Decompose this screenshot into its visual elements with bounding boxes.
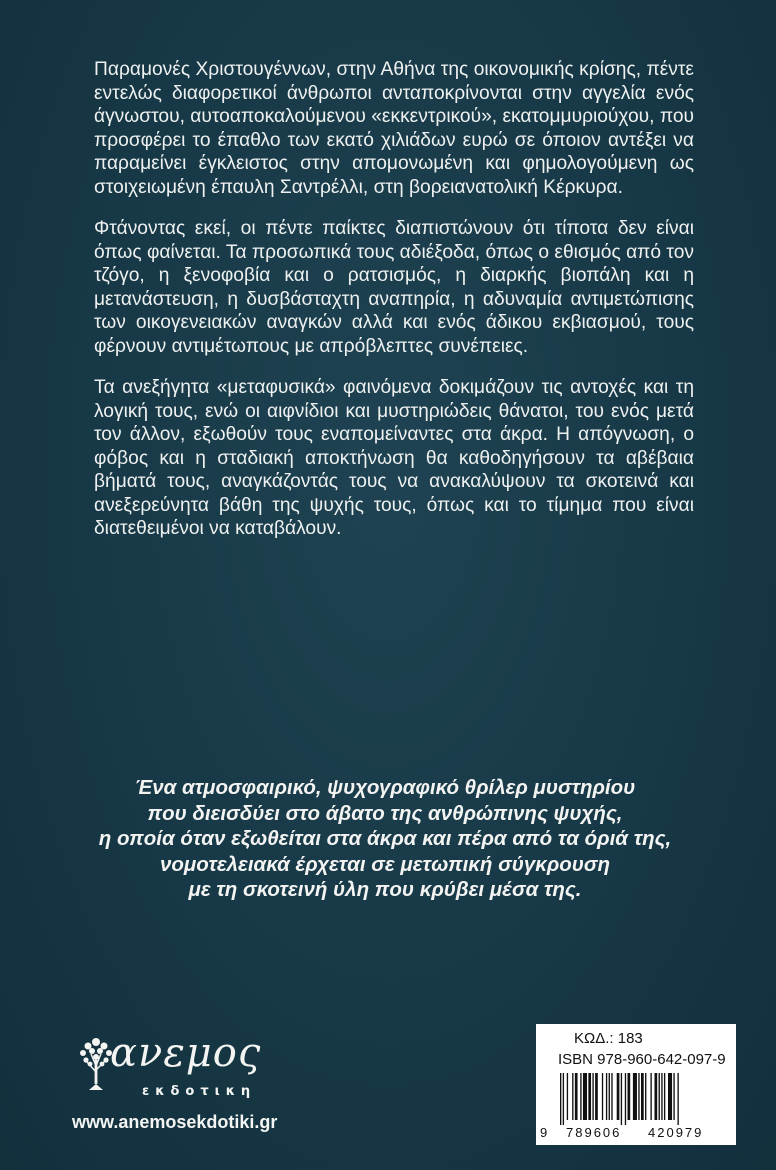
blurb-paragraph-2: Φτάνοντας εκεί, οι πέντε παίκτες διαπιστώνουν ότι τίποτα δεν είναι όπως φαίνεται. Τα προσωπικά τους αδιέξοδα, όπως ο εθισμός από τον τζόγο, η ξενοφοβία και ο ρατσισμός, η διαρκής βιοπάλη και η μετανάστευση, η δυσβάσταχτη αναπηρία, η αδυναμία αντιμετώπισης των οικογενειακών αναγκών αλλά και ενός άδικου εκβιασμού, τους φέρνουν αντιμέτωπους με απρόβλεπτες συνέπειες. xyxy=(94,218,694,357)
barcode-bar xyxy=(602,1073,603,1120)
barcode-bar xyxy=(606,1073,607,1120)
barcode-bar xyxy=(645,1073,646,1120)
isbn-number: ISBN 978-960-642-097-9 xyxy=(558,1051,726,1068)
barcode-bar xyxy=(617,1073,620,1120)
barcode-digits-right: 420979 xyxy=(648,1125,704,1140)
barcode-bar xyxy=(563,1073,564,1125)
tagline-line-2: που διεισδύει στο άβατο της ανθρώπινης ψυχής, xyxy=(147,801,623,825)
tagline-line-3: η οποία όταν εξωθείται στα άκρα και πέρα από τα όριά της, xyxy=(98,827,672,850)
barcode-bar xyxy=(633,1073,637,1120)
barcode-bar xyxy=(592,1073,593,1120)
barcode-digit-lead: 9 xyxy=(540,1125,548,1140)
tagline-line-5: με τη σκοτεινή ύλη που κρύβει μέσα της. xyxy=(188,878,582,901)
barcode-bar xyxy=(560,1073,561,1125)
barcode-digits-left: 789606 xyxy=(566,1125,622,1140)
publisher-logo xyxy=(76,1030,266,1106)
barcode-bar xyxy=(673,1073,674,1120)
barcode-bar xyxy=(641,1073,644,1120)
barcode-bar xyxy=(650,1073,651,1120)
barcode-bar xyxy=(628,1073,631,1120)
barcode-bar xyxy=(659,1073,660,1120)
barcode-bar xyxy=(609,1073,610,1120)
barcode-bar xyxy=(638,1073,639,1120)
barcode-bar xyxy=(621,1073,622,1125)
barcode-bar xyxy=(661,1073,662,1120)
barcode-bar xyxy=(595,1073,598,1120)
barcode-bar xyxy=(572,1073,573,1120)
publisher-subtitle: εκδοτικη xyxy=(142,1084,257,1099)
isbn-code-box xyxy=(536,1024,736,1145)
barcode-bar xyxy=(567,1073,568,1120)
blurb-paragraph-1: Παραμονές Χριστουγέννων, στην Αθήνα της οικονομικής κρίσης, πέντε εντελώς διαφορετικοί άνθρωποι ανταποκρίνονται στην αγγελία ενός άγνωστου, αυτοαποκαλούμενου «εκκεντρικού», εκατομμυριούχου, που προσφέρει το έπαθλο των εκατό χιλιάδων ευρώ σε όποιον αντέξει να παραμείνει έγκλειστος στην απομονωμένη και φημολογούμενη ως στοιχειωμένη έπαυλη Σαντρέλλι, στη βορειανατολική Κέρκυρα. xyxy=(94,59,694,198)
back-cover-blurb xyxy=(94,58,694,559)
barcode-bar xyxy=(588,1073,591,1120)
product-code: ΚΩΔ.: 183 xyxy=(574,1030,643,1047)
barcode-bar xyxy=(580,1073,581,1120)
barcode xyxy=(550,1073,722,1125)
barcode-bar xyxy=(575,1073,578,1120)
publisher-name: ανεμος xyxy=(110,1030,262,1076)
publisher-website[interactable]: www.anemosekdotiki.gr xyxy=(72,1112,278,1132)
tagline xyxy=(70,775,700,903)
barcode-bar xyxy=(611,1073,612,1120)
tagline-line-4: νομοτελειακά έρχεται σε μετωπική σύγκρουση xyxy=(160,852,610,876)
barcode-bar xyxy=(625,1073,626,1125)
barcode-bar xyxy=(655,1073,658,1120)
tagline-line-1: Ένα ατμοσφαιρικό, ψυχογραφικό θρίλερ μυστηρίου xyxy=(134,776,636,799)
barcode-bar xyxy=(583,1073,587,1120)
barcode-bar xyxy=(668,1073,672,1120)
barcode-bar xyxy=(664,1073,665,1120)
barcode-bar xyxy=(677,1073,678,1125)
blurb-paragraph-3: Τα ανεξήγητα «μεταφυσικά» φαινόμενα δοκιμάζουν τις αντοχές και τη λογική τους, ενώ οι αιφνίδιοι και μυστηριώδεις θάνατοι, του ενός μετά τον άλλον, εξωθούν τους εναπομείναντες στα άκρα. Η απόγνωση, ο φόβος και η σταδιακή αποκτήνωση θα καθοδηγήσουν τα αβέβαια βήματά τους, αναγκάζοντάς τους να ανακαλύψουν τα σκοτεινά και ανεξερεύνητα βάθη της ψυχής τους, όπως και το τίμημα που είναι διατεθειμένοι να καταβάλουν. xyxy=(94,377,694,539)
